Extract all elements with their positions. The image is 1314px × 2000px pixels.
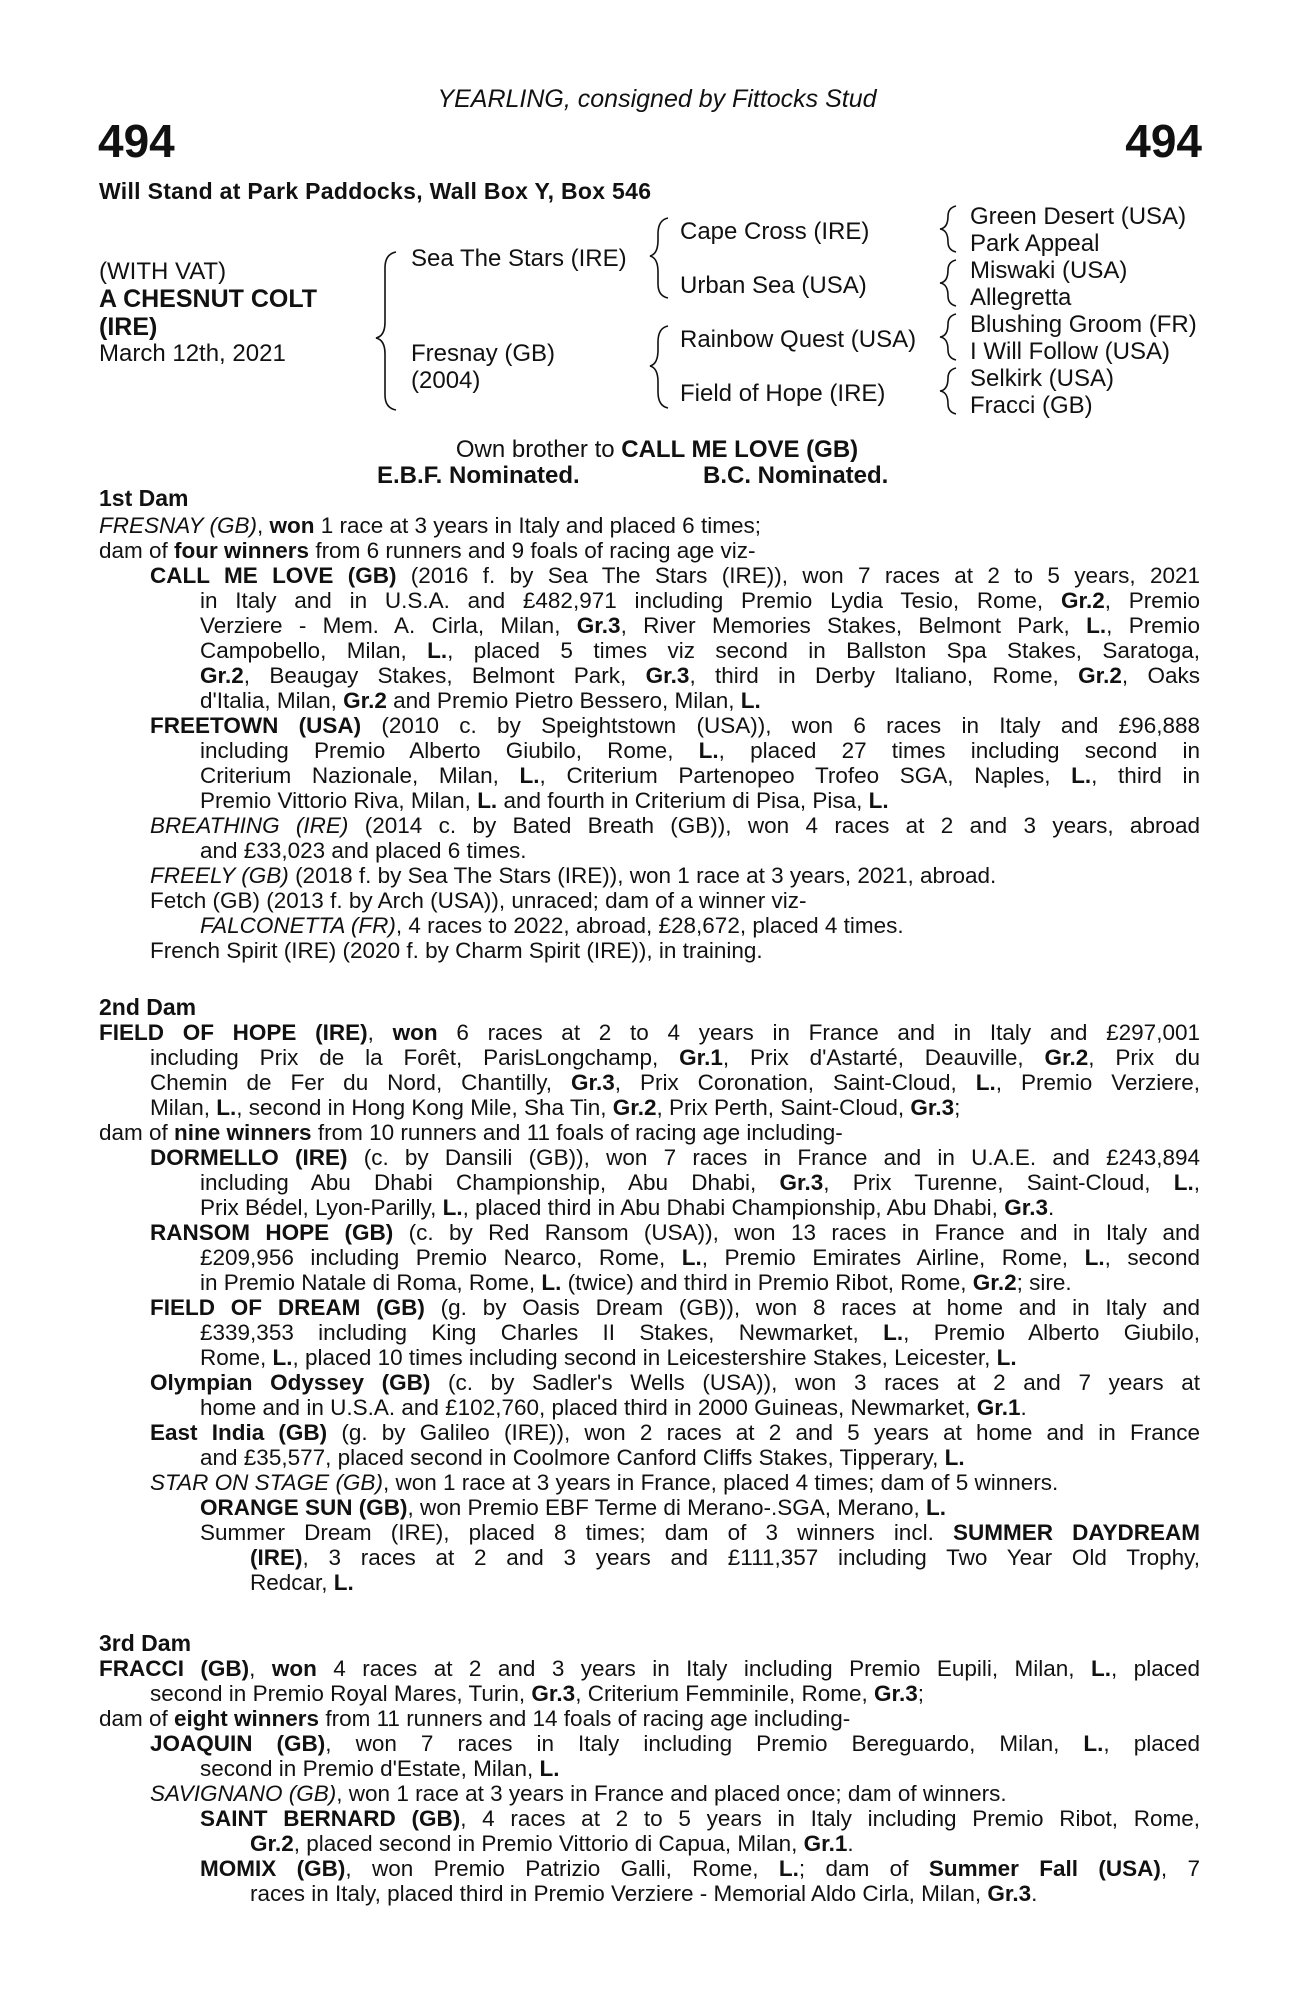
horse-country: (IRE) <box>99 313 158 341</box>
bold-emphasis: L. <box>698 738 719 763</box>
bold-emphasis: Olympian Odyssey (GB) <box>150 1370 431 1395</box>
bold-emphasis: L. <box>442 1195 463 1220</box>
record-line: races in Italy, placed third in Premio Verziere - Memorial Aldo Cirla, Milan, Gr.3. <box>250 1881 1038 1906</box>
lot-number-right: 494 <box>1125 115 1202 167</box>
bold-emphasis: Gr.2 <box>250 1831 294 1856</box>
record-line: Milan, L., second in Hong Kong Mile, Sha Tin, Gr.2, Prix Perth, Saint-Cloud, Gr.3; <box>150 1095 961 1120</box>
italic-name: BREATHING (IRE) <box>150 813 349 838</box>
record-line: Campobello, Milan, L., placed 5 times viz second in Ballston Spa Stakes, Saratoga, <box>200 638 1200 663</box>
record-line: second in Premio Royal Mares, Turin, Gr.3, Criterium Femminile, Rome, Gr.3; <box>150 1681 925 1706</box>
bold-emphasis: MOMIX (GB) <box>200 1856 346 1881</box>
bold-emphasis: SUMMER DAYDREAM <box>952 1520 1201 1545</box>
bold-emphasis: Gr.1 <box>803 1831 848 1856</box>
bold-emphasis: Gr.3 <box>645 663 690 688</box>
bold-emphasis: L. <box>1091 1656 1111 1681</box>
record-line: Prix Bédel, Lyon-Parilly, L., placed third in Abu Dhabi Championship, Abu Dhabi, Gr.3. <box>200 1195 1055 1220</box>
record-line: and £35,577, placed second in Coolmore Canford Cliffs Stakes, Tipperary, L. <box>200 1445 965 1470</box>
pedigree-dam-dam: Field of Hope (IRE) <box>680 380 886 407</box>
record-line: Redcar, L. <box>250 1570 354 1595</box>
bold-emphasis: Gr.2 <box>972 1270 1017 1295</box>
record-line: home and in U.S.A. and £102,760, placed third in 2000 Guineas, Newmarket, Gr.1. <box>200 1395 1027 1420</box>
pedigree-sss: Green Desert (USA) <box>970 203 1187 230</box>
pedigree-ddd: Fracci (GB) <box>970 392 1093 419</box>
record-line: and £33,023 and placed 6 times. <box>200 838 527 863</box>
bold-emphasis: L. <box>519 763 540 788</box>
horse-description: A CHESNUT COLT <box>99 285 318 313</box>
bold-emphasis: L. <box>975 1070 996 1095</box>
bold-emphasis: Gr.3 <box>531 1681 576 1706</box>
pedigree-ssd: Park Appeal <box>970 230 1100 257</box>
bold-emphasis: RANSOM HOPE (GB) <box>150 1220 394 1245</box>
bold-emphasis: Gr.1 <box>679 1045 723 1070</box>
italic-name: FALCONETTA (FR) <box>200 913 396 938</box>
record-line: dam of nine winners from 10 runners and 11 foals of racing age including- <box>99 1120 843 1145</box>
bold-emphasis: L. <box>1083 1731 1104 1756</box>
pedigree-dds: Selkirk (USA) <box>970 365 1115 392</box>
bold-emphasis: Gr.2 <box>1060 588 1105 613</box>
pedigree-sire-dam: Urban Sea (USA) <box>680 272 867 299</box>
bold-emphasis: L. <box>883 1320 904 1345</box>
record-line: Rome, L., placed 10 times including second in Leicestershire Stakes, Leicester, L. <box>200 1345 1017 1370</box>
record-line: Fetch (GB) (2013 f. by Arch (USA)), unraced; dam of a winner viz- <box>150 888 807 913</box>
record-line: MOMIX (GB), won Premio Patrizio Galli, Rome, L.; dam of Summer Fall (USA), 7 <box>200 1856 1200 1881</box>
record-line: Criterium Nazionale, Milan, L., Criterium Partenopeo Trofeo SGA, Naples, L., third in <box>200 763 1200 788</box>
record-line: Verziere - Mem. A. Cirla, Milan, Gr.3, River Memories Stakes, Belmont Park, L., Premio <box>200 613 1200 638</box>
bold-emphasis: CALL ME LOVE (GB) <box>150 563 397 588</box>
bold-emphasis: Gr.1 <box>976 1395 1021 1420</box>
bold-emphasis: L. <box>333 1570 354 1595</box>
bold-emphasis: L. <box>868 788 889 813</box>
record-line: FRACCI (GB), won 4 races at 2 and 3 years in Italy including Premio Eupili, Milan, L., placed <box>99 1656 1200 1681</box>
record-line: in Premio Natale di Roma, Rome, L. (twice) and third in Premio Ribot, Rome, Gr.2; sire. <box>200 1270 1072 1295</box>
bold-emphasis: nine winners <box>174 1120 312 1145</box>
bold-emphasis: L. <box>778 1856 799 1881</box>
bold-emphasis: won <box>271 1656 317 1681</box>
bold-emphasis: L. <box>996 1345 1017 1370</box>
bold-emphasis: (IRE) <box>250 1545 303 1570</box>
bold-emphasis: won <box>392 1020 438 1045</box>
record-line: in Italy and in U.S.A. and £482,971 including Premio Lydia Tesio, Rome, Gr.2, Premio <box>200 588 1200 613</box>
bc-nominated: B.C. Nominated. <box>703 462 889 489</box>
bold-emphasis: Gr.3 <box>570 1070 615 1095</box>
record-line: CALL ME LOVE (GB) (2016 f. by Sea The Stars (IRE)), won 7 races at 2 to 5 years, 2021 <box>150 563 1201 588</box>
bold-emphasis: FIELD OF HOPE (IRE) <box>99 1020 368 1045</box>
record-line: including Prix de la Forêt, ParisLongchamp, Gr.1, Prix d'Astarté, Deauville, Gr.2, Prix du <box>150 1045 1200 1070</box>
bold-emphasis: L. <box>681 1245 702 1270</box>
bold-emphasis: Summer Fall (USA) <box>928 1856 1161 1881</box>
record-line: d'Italia, Milan, Gr.2 and Premio Pietro Bessero, Milan, L. <box>200 688 761 713</box>
bold-emphasis: L. <box>740 688 761 713</box>
record-line: including Premio Alberto Giubilo, Rome, L., placed 27 times including second in <box>200 738 1200 763</box>
record-line: dam of four winners from 6 runners and 9 foals of racing age viz- <box>99 538 756 563</box>
record-line: FALCONETTA (FR), 4 races to 2022, abroad, £28,672, placed 4 times. <box>200 913 904 938</box>
bold-emphasis: L. <box>1173 1170 1194 1195</box>
bold-emphasis: L. <box>477 788 498 813</box>
pedigree-dam-sire: Rainbow Quest (USA) <box>680 326 917 353</box>
record-line: ORANGE SUN (GB), won Premio EBF Terme di Merano-.SGA, Merano, L. <box>200 1495 947 1520</box>
record-line: FIELD OF HOPE (IRE), won 6 races at 2 to 4 years in France and in Italy and £297,001 <box>99 1020 1200 1045</box>
own-brother-name: CALL ME LOVE (GB) <box>621 436 859 463</box>
record-line: STAR ON STAGE (GB), won 1 race at 3 years in France, placed 4 times; dam of 5 winners. <box>150 1470 1059 1495</box>
bold-emphasis: L. <box>216 1095 237 1120</box>
record-line: Premio Vittorio Riva, Milan, L. and fourth in Criterium di Pisa, Pisa, L. <box>200 788 889 813</box>
italic-name: FRESNAY (GB) <box>99 513 257 538</box>
bold-emphasis: DORMELLO (IRE) <box>150 1145 348 1170</box>
bold-emphasis: Gr.2 <box>612 1095 657 1120</box>
bold-emphasis: SAINT BERNARD (GB) <box>200 1806 461 1831</box>
record-line: £339,353 including King Charles II Stakes, Newmarket, L., Premio Alberto Giubilo, <box>200 1320 1201 1345</box>
italic-name: STAR ON STAGE (GB) <box>150 1470 383 1495</box>
bold-emphasis: Gr.3 <box>910 1095 955 1120</box>
italic-name: FREELY (GB) <box>150 863 289 888</box>
bold-emphasis: Gr.2 <box>343 688 387 713</box>
lot-number-left: 494 <box>98 115 175 167</box>
bold-emphasis: Gr.3 <box>576 613 621 638</box>
bold-emphasis: Gr.2 <box>1044 1045 1089 1070</box>
record-line: Gr.2, placed second in Premio Vittorio di Capua, Milan, Gr.1. <box>250 1831 854 1856</box>
bold-emphasis: eight winners <box>174 1706 320 1731</box>
own-brother-prefix: Own brother to <box>455 436 622 463</box>
bold-emphasis: four winners <box>174 538 310 563</box>
record-line: dam of eight winners from 11 runners and 14 foals of racing age including- <box>99 1706 851 1731</box>
bold-emphasis: JOAQUIN (GB) <box>150 1731 326 1756</box>
italic-name: SAVIGNANO (GB) <box>150 1781 337 1806</box>
catalogue-subtitle: YEARLING, consigned by Fittocks Stud <box>437 85 877 113</box>
bold-emphasis: East India (GB) <box>150 1420 328 1445</box>
bold-emphasis: Gr.2 <box>200 663 244 688</box>
record-line: FREETOWN (USA) (2010 c. by Speightstown (USA)), won 6 races in Italy and £96,888 <box>150 713 1200 738</box>
bold-emphasis: L. <box>272 1345 293 1370</box>
pedigree-dss: Blushing Groom (FR) <box>970 311 1197 338</box>
ebf-nominated: E.B.F. Nominated. <box>377 462 580 489</box>
record-line: Summer Dream (IRE), placed 8 times; dam of 3 winners incl. SUMMER DAYDREAM <box>200 1520 1201 1545</box>
bold-emphasis: Gr.3 <box>1004 1195 1048 1220</box>
bold-emphasis: FREETOWN (USA) <box>150 713 362 738</box>
bold-emphasis: L. <box>541 1270 562 1295</box>
pedigree-sire: Sea The Stars (IRE) <box>411 245 627 272</box>
record-line: East India (GB) (g. by Galileo (IRE)), won 2 races at 2 and 5 years at home and in France <box>150 1420 1200 1445</box>
bold-emphasis: ORANGE SUN (GB) <box>200 1495 408 1520</box>
vat-note: (WITH VAT) <box>99 258 227 285</box>
record-line: French Spirit (IRE) (2020 f. by Charm Spirit (IRE)), in training. <box>150 938 763 963</box>
foaling-date: March 12th, 2021 <box>99 340 286 367</box>
bold-emphasis: FRACCI (GB) <box>99 1656 250 1681</box>
record-line: FREELY (GB) (2018 f. by Sea The Stars (IRE)), won 1 race at 3 years, 2021, abroad. <box>150 863 997 888</box>
bold-emphasis: L. <box>427 638 448 663</box>
bold-emphasis: Gr.2 <box>1078 663 1122 688</box>
stabling-location: Will Stand at Park Paddocks, Wall Box Y, Box 546 <box>99 178 652 204</box>
bold-emphasis: L. <box>926 1495 947 1520</box>
bold-emphasis: FIELD OF DREAM (GB) <box>150 1295 425 1320</box>
record-line: Gr.2, Beaugay Stakes, Belmont Park, Gr.3, third in Derby Italiano, Rome, Gr.2, Oaks <box>200 663 1200 688</box>
bold-emphasis: Gr.3 <box>779 1170 824 1195</box>
record-line: (IRE), 3 races at 2 and 3 years and £111,357 including Two Year Old Trophy, <box>250 1545 1200 1570</box>
pedigree-dam-year: (2004) <box>411 367 481 394</box>
record-line: BREATHING (IRE) (2014 c. by Bated Breath (GB)), won 4 races at 2 and 3 years, abroad <box>150 813 1200 838</box>
record-line: RANSOM HOPE (GB) (c. by Red Ransom (USA)), won 13 races in France and in Italy and <box>150 1220 1201 1245</box>
record-line: Olympian Odyssey (GB) (c. by Sadler's Wells (USA)), won 3 races at 2 and 7 years at <box>150 1370 1201 1395</box>
pedigree-sds: Miswaki (USA) <box>970 257 1128 284</box>
pedigree-dsd: I Will Follow (USA) <box>970 338 1171 365</box>
bold-emphasis: L. <box>1071 763 1092 788</box>
bold-emphasis: L. <box>539 1756 560 1781</box>
pedigree-dam: Fresnay (GB) <box>411 340 556 367</box>
bold-emphasis: Gr.3 <box>987 1881 1032 1906</box>
bold-emphasis: L. <box>944 1445 965 1470</box>
bold-emphasis: won <box>269 513 315 538</box>
record-line: SAINT BERNARD (GB), 4 races at 2 to 5 years in Italy including Premio Ribot, Rome, <box>200 1806 1200 1831</box>
record-line: £209,956 including Premio Nearco, Rome, L., Premio Emirates Airline, Rome, L., second <box>200 1245 1200 1270</box>
pedigree-sdd: Allegretta <box>970 284 1072 311</box>
bold-emphasis: L. <box>1086 613 1107 638</box>
record-line: second in Premio d'Estate, Milan, L. <box>200 1756 560 1781</box>
record-line: including Abu Dhabi Championship, Abu Dhabi, Gr.3, Prix Turenne, Saint-Cloud, L., <box>200 1170 1200 1195</box>
second-dam-heading: 2nd Dam <box>99 994 197 1020</box>
record-line: DORMELLO (IRE) (c. by Dansili (GB)), won 7 races in France and in U.A.E. and £243,894 <box>150 1145 1200 1170</box>
bold-emphasis: L. <box>1084 1245 1105 1270</box>
pedigree-sire-sire: Cape Cross (IRE) <box>680 218 870 245</box>
first-dam-heading: 1st Dam <box>99 485 189 511</box>
record-line: Chemin de Fer du Nord, Chantilly, Gr.3, Prix Coronation, Saint-Cloud, L., Premio Verziere, <box>150 1070 1200 1095</box>
record-line: FRESNAY (GB), won 1 race at 3 years in Italy and placed 6 times; <box>99 513 761 538</box>
record-line: FIELD OF DREAM (GB) (g. by Oasis Dream (GB)), won 8 races at home and in Italy and <box>150 1295 1200 1320</box>
record-line: SAVIGNANO (GB), won 1 race at 3 years in France and placed once; dam of winners. <box>150 1781 1007 1806</box>
bold-emphasis: Gr.3 <box>873 1681 918 1706</box>
third-dam-heading: 3rd Dam <box>99 1630 192 1656</box>
record-line: JOAQUIN (GB), won 7 races in Italy including Premio Bereguardo, Milan, L., placed <box>150 1731 1201 1756</box>
